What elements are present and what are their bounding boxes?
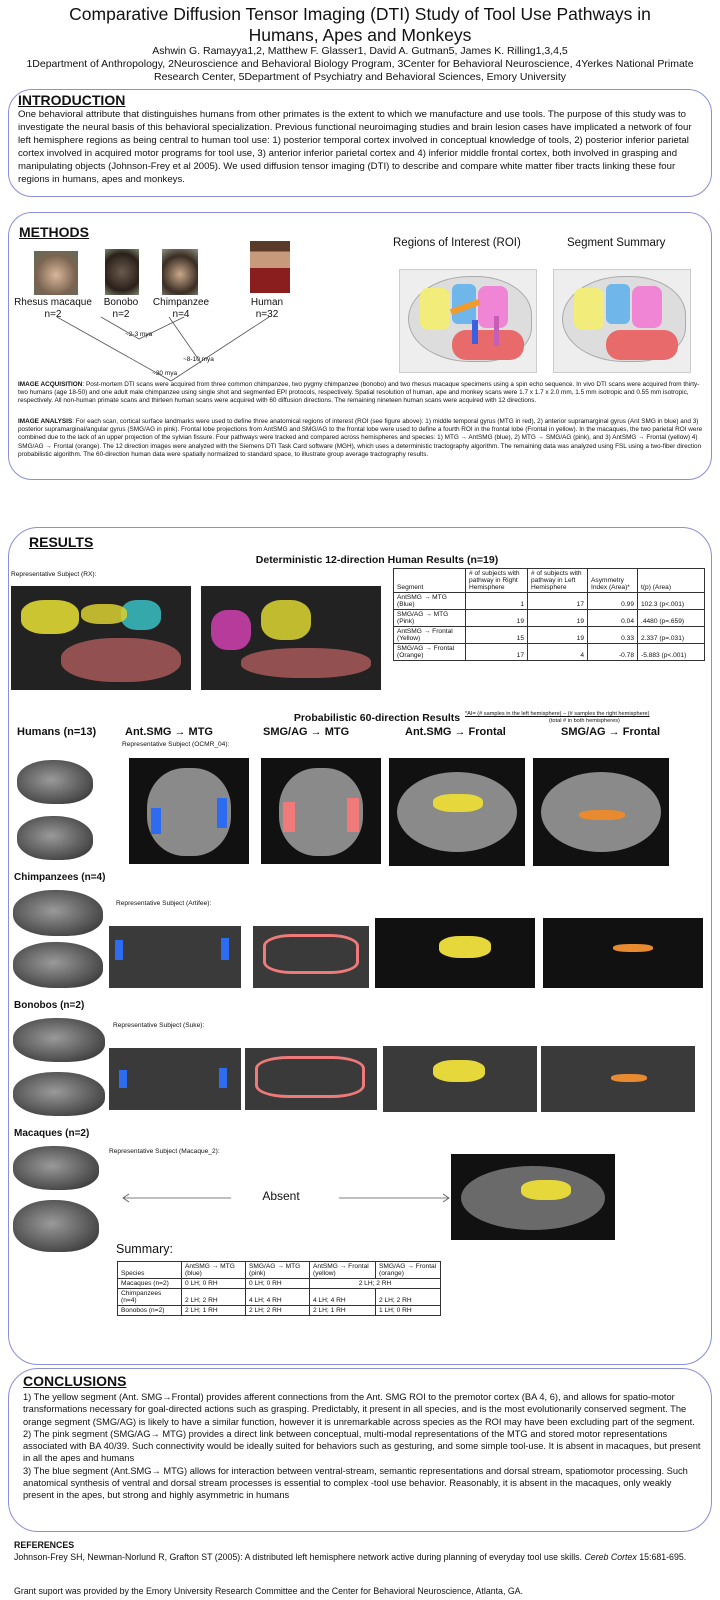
bonobo-sagittal-orange [541, 1046, 695, 1112]
methods-heading: METHODS [19, 224, 89, 240]
affil-line-2: Research Center, 5Department of Psychiatry and Behavioral Sciences, Emory University [153, 71, 566, 83]
cell: -5.883 (p<.001) [638, 644, 705, 661]
roi-brain-diagram [399, 269, 537, 373]
cell: 2 LH; 1 RH [310, 1306, 376, 1316]
references-heading: REFERENCES [14, 1540, 75, 1550]
cell: 15 [466, 627, 528, 644]
table-note-1: *AI= (# samples in the left hemisphere) – (# samples the right hemisphere) [465, 711, 650, 717]
cell: 17 [528, 593, 588, 610]
chimp-coronal-blue [109, 926, 241, 988]
cell: 19 [528, 610, 588, 627]
species-name: Rhesus macaque [14, 297, 92, 308]
results-heading: RESULTS [29, 534, 94, 550]
conclusions-text [23, 1391, 703, 1502]
sum-th: Species [118, 1262, 182, 1279]
rhesus-photo [34, 251, 78, 295]
cell: 0.99 [588, 593, 638, 610]
chimp-lateral-2 [13, 942, 103, 988]
species-n: n=32 [255, 309, 279, 320]
sum-th: AntSMG → MTG (blue) [182, 1262, 246, 1279]
bonobo-lateral-2 [13, 1072, 105, 1116]
human-sagittal-orange [533, 758, 669, 866]
deterministic-title: Deterministic 12-direction Human Results (n=19) [255, 554, 499, 566]
human-lateral-2 [17, 816, 93, 860]
introduction-heading: INTRODUCTION [18, 92, 126, 108]
human-sagittal-yellow [389, 758, 525, 866]
cell: 0 LH; 0 RH [182, 1279, 246, 1289]
table-row [394, 610, 705, 627]
ref-journal: Cereb Cortex [584, 1552, 637, 1562]
table-row [118, 1289, 441, 1306]
conclusion-2: 2) The pink segment (SMG/AG→ MTG) provides a direct link between conceptual, multi-modal representations of the MTG and stored motor representations associated with BA 40/39. Such connectivity would be ideally suited for behaviors such as gesturing, and some simple tool-use. It is absent in macaques, but present in all the apes and humans [23, 1428, 701, 1464]
cell: 102.3 (p<.001) [638, 593, 705, 610]
cell: Bonobos (n=2) [118, 1306, 182, 1316]
cell: 2 LH; 2 RH [310, 1279, 441, 1289]
deterministic-right-image [201, 586, 381, 690]
rep-rx-label: Representative Subject (RX): [11, 571, 97, 578]
cell: 4 [528, 644, 588, 661]
cell: 2 LH; 2 RH [246, 1306, 310, 1316]
sum-th: SMG/AG → MTG (pink) [246, 1262, 310, 1279]
chimpanzee-photo [162, 249, 198, 295]
table-row [118, 1306, 441, 1316]
macaque-sagittal-yellow [451, 1154, 615, 1240]
cell: AntSMG → MTG (Blue) [394, 593, 466, 610]
chimp-coronal-pink [253, 926, 369, 988]
cell: 0.04 [588, 610, 638, 627]
affiliations [0, 58, 720, 84]
col-antsmg-mtg: Ant.SMG → MTG [125, 726, 213, 738]
tree-label-1: ~2-3 mya [125, 331, 153, 338]
bonobo-photo [105, 249, 139, 295]
cell: 4 LH; 4 RH [246, 1289, 310, 1306]
table-row [394, 593, 705, 610]
cell: 2.337 (p=.031) [638, 627, 705, 644]
chimp-sagittal-orange [543, 918, 703, 988]
conclusion-1: 1) The yellow segment (Ant. SMG→Frontal) provides afferent connections from the Ant. SMG ROI to the premotor cortex (BA 4, 6), and allows for spatio-motor transformations necessary for goal-directed actions such as grasping. Predictably, it present in all species, and is the most evolutionarily conserved segment. The orange segment (SMG/AG) is likely to have a similar function, however it is unremarkable across species as the ROI may have been excluding part of the segment. [23, 1392, 695, 1427]
tree-label-3: ~30 mya [152, 370, 178, 377]
ana-label: IMAGE ANALYSIS [18, 418, 73, 425]
table-note-2: (total # in both hemispheres) [549, 718, 620, 724]
sum-th: AntSMG → Frontal (yellow) [310, 1262, 376, 1279]
col-antsmg-frontal: Ant.SMG → Frontal [405, 726, 506, 738]
cell: 19 [466, 610, 528, 627]
cell: 4 LH; 4 RH [310, 1289, 376, 1306]
chimp-label: Chimpanzees (n=4) [14, 872, 106, 883]
th-left: # of subjects with pathway in Left Hemisphere [528, 569, 588, 593]
human-lateral-1 [17, 760, 93, 804]
sum-th: SMG/AG → Frontal (orange) [376, 1262, 441, 1279]
deterministic-table [393, 568, 705, 661]
results-panel [8, 527, 712, 1365]
ref-text: Johnson-Frey SH, Newman-Norlund R, Grafton ST (2005): A distributed left hemisphere network active during planning of everyday tool use skills. [14, 1552, 585, 1562]
roi-label: Regions of Interest (ROI) [393, 237, 521, 249]
table-row [394, 644, 705, 661]
cell: 17 [466, 644, 528, 661]
human-coronal-blue [129, 758, 249, 864]
summary-label: Summary: [116, 1242, 173, 1256]
cell: .4480 (p=.659) [638, 610, 705, 627]
cell: SMG/AG → Frontal (Orange) [394, 644, 466, 661]
macaque-lateral-1 [13, 1146, 99, 1190]
bonobo-label: Bonobos (n=2) [14, 1000, 85, 1011]
table-row [118, 1279, 441, 1289]
image-analysis-text [18, 418, 703, 459]
title-line-2: Humans, Apes and Monkeys [248, 25, 472, 45]
rep-macaque-label: Representative Subject (Macaque_2): [109, 1148, 220, 1155]
reference-1 [14, 1552, 704, 1564]
cell: SMG/AG → MTG (Pink) [394, 610, 466, 627]
poster-title [0, 4, 720, 46]
phylogeny-tree [39, 309, 299, 389]
th-right: # of subjects with pathway in Right Hemisphere [466, 569, 528, 593]
species-n: n=2 [44, 309, 62, 320]
th-ai: Asymmetry Index (Area)* [588, 569, 638, 593]
chimp-lateral-1 [13, 890, 103, 936]
segment-label: Segment Summary [567, 237, 666, 249]
macaque-lateral-2 [13, 1200, 99, 1252]
human-coronal-pink [261, 758, 381, 864]
rep-bonobo-label: Representative Subject (Suke): [113, 1022, 205, 1029]
species-name: Chimpanzee [152, 297, 210, 308]
bonobo-sagittal-yellow [383, 1046, 537, 1112]
affil-line-1: 1Department of Anthropology, 2Neuroscience and Behavioral Biology Program, 3Center for Behavioral Neuroscience, 4Yerkes National Primate [26, 58, 694, 70]
image-acquisition-text [18, 381, 703, 406]
th-t: t(p) (Area) [638, 569, 705, 593]
rep-human-label: Representative Subject (OCMR_04): [122, 741, 230, 748]
conclusions-heading: CONCLUSIONS [23, 1373, 127, 1389]
bonobo-coronal-blue [109, 1048, 241, 1110]
cell: AntSMG → Frontal (Yellow) [394, 627, 466, 644]
species-name: Human [250, 297, 284, 308]
tree-label-2: ~8-10 mya [183, 356, 214, 363]
title-line-1: Comparative Diffusion Tensor Imaging (DTI) Study of Tool Use Pathways in [69, 4, 651, 24]
introduction-text: One behavioral attribute that distinguishes humans from other primates is the extent to which we manufacture and use tools. The purpose of this study was to investigate the neural basis of this behavioral specialization. Previous functional neuroimaging studies and brain lesion cases have implicated a network of four left hemisphere regions as being central to human tool use: 1) posterior temporal cortex involved in conceptual knowledge of tools, 2) posterior inferior parietal cortex involved in acquired motor programs for tool use, 3) anterior inferior parietal cortex and 4) inferior middle frontal cortex, both involved in grasping and manipulating objects (Johnson-Frey et al 2005). We used diffusion tensor imaging (DTI) to describe and compare white matter fiber tracts linking these four regions in humans, apes and monkeys. [18, 109, 692, 185]
segment-brain-diagram [553, 269, 691, 373]
macaque-label: Macaques (n=2) [14, 1128, 90, 1139]
conclusion-3: 3) The blue segment (Ant.SMG→ MTG) allows for interaction between ventral-stream, semantic representations and dorsal stream, spatiomotor processing. Such anatomical synthesis of ventral and dorsal stream processes is essential to complex -tool use behavior. Reasonably, it is absent in the macaques, only weakly present in the apes, but strong and highly asymmetric in humans [23, 1465, 688, 1501]
rep-chimp-label: Representative Subject (Artifee): [116, 900, 212, 907]
col-humans: Humans (n=13) [17, 726, 97, 738]
acq-label: IMAGE ACQUISITION [18, 381, 83, 388]
cell: 2 LH; 2 RH [182, 1289, 246, 1306]
table-row [394, 627, 705, 644]
cell: -0.78 [588, 644, 638, 661]
species-n: n=2 [112, 309, 130, 320]
ana-text: : For each scan, cortical surface landmarks were used to define three anatomical regions of interest (ROI (see figure above): 1) middle temporal gyrus (MTG in red), 2) anterior supramarginal gyrus (Ant SMG in blue) and 3) posterior supramarginal/angular gyrus (SMG/AG in pink). Frontal lobe projections from AntSMG and SMG/AG to the frontal lobe were used to define a fourth ROI in the frontal lobe (Frontal in yellow). In the macaques, the two parietal ROI were combined due to the lack of an upper projection of the sylvian fissure. Four pathways were tracked and compared across hemispheres and species: 1) MTG → AntSMG (blue), 2) MTG → SMG/AG (pink), and 3) AntSMG → Frontal (yellow) 4) SMG/AG → Frontal (orange). The 12 direction images were analyzed with the Siemens DTI Task Card software (MGH), which uses a deterministic tractography algorithm. The remaining data was analyzed using FSL using a two-fiber direction probabilistic algorithm. The 60-direction human data were spatially normalized to standard space, to illustrate group average tractography results. [18, 418, 703, 458]
cell: 19 [528, 627, 588, 644]
probabilistic-title: Probabilistic 60-direction Results [293, 712, 461, 724]
ref-pages: 15:681-695. [636, 1552, 687, 1562]
bonobo-coronal-pink [245, 1048, 377, 1110]
authors: Ashwin G. Ramayya1,2, Matthew F. Glasser1, David A. Gutman5, James K. Rilling1,3,4,5 [152, 45, 568, 57]
deterministic-left-image [11, 586, 191, 690]
cell: 0 LH; 0 RH [246, 1279, 310, 1289]
cell: Macaques (n=2) [118, 1279, 182, 1289]
th-segment: Segment [394, 569, 466, 593]
summary-table [117, 1261, 441, 1316]
bonobo-lateral-1 [13, 1018, 105, 1062]
grant-text: Grant suport was provided by the Emory University Research Committee and the Center for Behavioral Neuroscience, Atlanta, GA. [14, 1586, 523, 1596]
col-smgag-mtg: SMG/AG → MTG [263, 726, 350, 738]
cell: 2 LH; 1 RH [182, 1306, 246, 1316]
col-smgag-frontal: SMG/AG → Frontal [561, 726, 660, 738]
chimp-sagittal-yellow [375, 918, 535, 988]
cell: 1 LH; 0 RH [376, 1306, 441, 1316]
cell: Chimpanzees (n=4) [118, 1289, 182, 1306]
acq-text: : Post-mortem DTI scans were acquired from three common chimpanzee, two pygmy chimpanzee (bonobo) and two rhesus macaque specimens using a spin echo sequence. In vivo DTI scans were acquired from thirty-two humans (age 18-50) and one adult male chimpanzee using single shot and segmented EPI protocols, respectively. Spatial resolution of human, ape and monkey scans were 1.7 x 1.7 x 2.0 mm, 1.5 mm isotropic and 0.55 mm isotropic, respectively. All non-human primate scans and thirteen human scans were acquired with 60 diffusion directions. The remaining nineteen human scans were acquired with 12 directions. [18, 381, 700, 405]
cell: 0.33 [588, 627, 638, 644]
human-photo [250, 241, 290, 293]
conclusions-panel [8, 1368, 712, 1532]
cell: 1 [466, 593, 528, 610]
species-name: Bonobo [103, 297, 139, 308]
absent-label: Absent [262, 1189, 300, 1203]
species-n: n=4 [172, 309, 190, 320]
cell: 2 LH; 2 RH [376, 1289, 441, 1306]
introduction-panel [8, 89, 712, 197]
methods-panel [8, 212, 712, 480]
